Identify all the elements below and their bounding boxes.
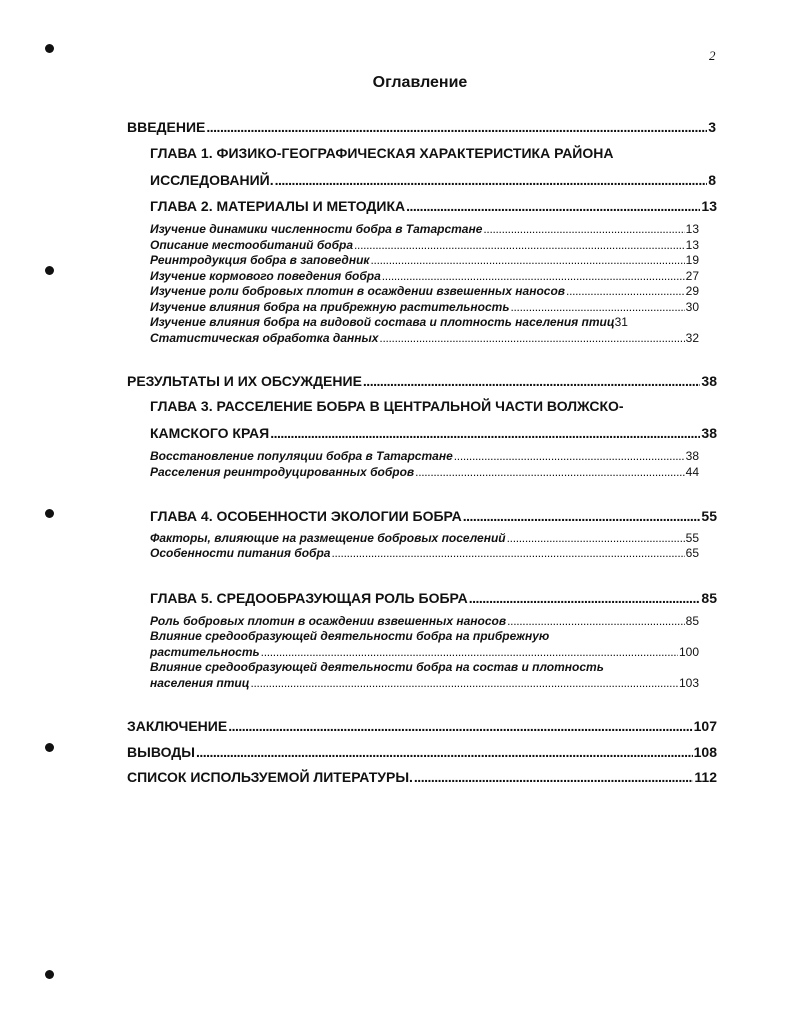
toc-entry-intro[interactable] [127, 119, 716, 135]
page-number: 2 [709, 48, 716, 63]
toc-subentry-label: Восстановление популяции бобра в Татарстане [150, 449, 453, 463]
toc-subentry[interactable] [150, 315, 707, 329]
toc-entry-label: СПИСОК ИСПОЛЬЗУЕМОЙ ЛИТЕРАТУРЫ. [127, 769, 413, 785]
toc-subentry-page: 30 [685, 300, 699, 314]
toc-entry-page: 3 [708, 119, 716, 135]
toc-entry-results[interactable] [127, 373, 717, 389]
toc-entry-chapter2[interactable] [150, 198, 717, 214]
dot-leader [463, 508, 701, 524]
toc-entry-conclusion[interactable] [127, 718, 717, 734]
dot-leader [510, 300, 684, 314]
toc-entry-findings[interactable] [127, 744, 717, 760]
toc-entry-chapter5[interactable] [150, 590, 717, 606]
binder-hole-mark [45, 743, 54, 752]
dot-leader [270, 425, 700, 441]
toc-subentry[interactable] [150, 645, 699, 659]
toc-subentry-label: Описание местообитаний бобра [150, 238, 354, 252]
dot-leader [228, 718, 692, 734]
toc-subentry[interactable] [150, 284, 699, 298]
toc-subentry-label: Изучение динамики численности бобра в Татарстане [150, 222, 483, 236]
toc-entry-label: КАМСКОГО КРАЯ [150, 425, 270, 441]
toc-subentry-label: Роль бобровых плотин в осаждении взвешенных наносов [150, 614, 507, 628]
toc-entry-bibliography[interactable] [127, 769, 717, 785]
toc-subentry[interactable] [150, 300, 699, 314]
toc-subentry[interactable] [150, 614, 699, 628]
binder-hole-mark [45, 266, 54, 275]
dot-leader [354, 238, 685, 252]
toc-subentry-label: Изучение роли бобровых плотин в осаждении взвешенных наносов [150, 284, 566, 298]
toc-subentry-page: 19 [685, 253, 699, 267]
toc-subentry-page: 100 [678, 645, 699, 659]
dot-leader [415, 465, 684, 479]
toc-subentry-label: Особенности питания бобра [150, 546, 331, 560]
dot-leader [454, 449, 685, 463]
toc-entry-label: ЗАКЛЮЧЕНИЕ [127, 718, 228, 734]
toc-subentry-page: 27 [685, 269, 699, 283]
page-title: Оглавление [372, 74, 468, 91]
toc-subentry-page: 65 [685, 546, 699, 560]
toc-subentry-page: 38 [685, 449, 699, 463]
toc-entry-label: ГЛАВА 2. МАТЕРИАЛЫ И МЕТОДИКА [150, 198, 406, 214]
toc-entry-chapter3[interactable] [150, 425, 717, 441]
dot-leader [371, 253, 685, 267]
toc-subentry-label: Изучение влияния бобра на видовой состава и плотность населения птиц [150, 315, 615, 329]
dot-leader [483, 222, 684, 236]
toc-entry-label: ВВЕДЕНИЕ [127, 119, 206, 135]
dot-leader [507, 614, 685, 628]
dot-leader [566, 284, 685, 298]
toc-subentry-label: Расселения реинтродуцированных бобров [150, 465, 415, 479]
dot-leader [206, 119, 707, 135]
toc-subentry-label: Изучение кормового поведения бобра [150, 269, 381, 283]
dot-leader [261, 645, 678, 659]
binder-hole-mark [45, 970, 54, 979]
toc-entry-page: 38 [701, 425, 717, 441]
dot-leader [250, 676, 678, 690]
dot-leader [406, 198, 700, 214]
dot-leader [469, 590, 701, 606]
toc-subentry[interactable] [150, 546, 699, 560]
toc-subentry-label: Изучение влияния бобра на прибрежную растительность [150, 300, 510, 314]
toc-subentry-label-line1[interactable]: Влияние средообразующей деятельности бобра на прибрежную [150, 629, 550, 643]
toc-subentry-page: 31 [614, 315, 628, 329]
toc-subentry-label: Факторы, влияющие на размещение бобровых поселений [150, 531, 506, 545]
toc-entry-page: 38 [701, 373, 717, 389]
toc-subentry-page: 29 [685, 284, 699, 298]
toc-subentry-page: 103 [678, 676, 699, 690]
dot-leader [275, 172, 708, 188]
dot-leader [382, 269, 685, 283]
toc-subentry-page: 85 [685, 614, 699, 628]
toc-chapter1-title-line1[interactable]: ГЛАВА 1. ФИЗИКО-ГЕОГРАФИЧЕСКАЯ ХАРАКТЕРИСТИКА РАЙОНА [150, 145, 614, 161]
toc-entry-chapter1[interactable] [150, 172, 716, 188]
toc-subentry-label: растительность [150, 645, 260, 659]
toc-entry-page: 107 [693, 718, 717, 734]
toc-subentry[interactable] [150, 449, 699, 463]
toc-subentry[interactable] [150, 331, 699, 345]
dot-leader [414, 769, 693, 785]
dot-leader [331, 546, 684, 560]
toc-entry-label: ГЛАВА 4. ОСОБЕННОСТИ ЭКОЛОГИИ БОБРА [150, 508, 462, 524]
toc-subentry-page: 13 [685, 238, 699, 252]
toc-subentry[interactable] [150, 222, 699, 236]
toc-entry-page: 55 [701, 508, 717, 524]
toc-entry-label: ГЛАВА 5. СРЕДООБРАЗУЮЩАЯ РОЛЬ БОБРА [150, 590, 468, 606]
toc-subentry[interactable] [150, 465, 699, 479]
toc-entry-page: 13 [701, 198, 717, 214]
toc-subentry[interactable] [150, 269, 699, 283]
toc-subentry-label: населения птиц [150, 676, 250, 690]
dot-leader [363, 373, 701, 389]
toc-entry-label: ИССЛЕДОВАНИЙ. [150, 172, 274, 188]
toc-entry-page: 108 [693, 744, 717, 760]
toc-entry-label: РЕЗУЛЬТАТЫ И ИХ ОБСУЖДЕНИЕ [127, 373, 362, 389]
toc-subentry-page: 55 [685, 531, 699, 545]
toc-subentry-label: Статистическая обработка данных [150, 331, 379, 345]
toc-subentry-label-line1[interactable]: Влияние средообразующей деятельности бобра на состав и плотность [150, 660, 604, 674]
toc-subentry[interactable] [150, 253, 699, 267]
dot-leader [507, 531, 685, 545]
toc-subentry[interactable] [150, 676, 699, 690]
toc-entry-page: 85 [701, 590, 717, 606]
dot-leader [379, 331, 684, 345]
toc-chapter3-title-line1[interactable]: ГЛАВА 3. РАССЕЛЕНИЕ БОБРА В ЦЕНТРАЛЬНОЙ ЧАСТИ ВОЛЖСКО- [150, 398, 624, 414]
dot-leader [196, 744, 693, 760]
toc-subentry[interactable] [150, 531, 699, 545]
toc-subentry[interactable] [150, 238, 699, 252]
toc-subentry-label: Реинтродукция бобра в заповедник [150, 253, 370, 267]
binder-hole-mark [45, 509, 54, 518]
toc-entry-page: 8 [708, 172, 716, 188]
toc-entry-page: 112 [694, 769, 717, 785]
binder-hole-mark [45, 44, 54, 53]
toc-entry-label: ВЫВОДЫ [127, 744, 195, 760]
toc-subentry-page: 32 [685, 331, 699, 345]
toc-subentry-page: 44 [685, 465, 699, 479]
toc-subentry-page: 13 [685, 222, 699, 236]
toc-entry-chapter4[interactable] [150, 508, 717, 524]
